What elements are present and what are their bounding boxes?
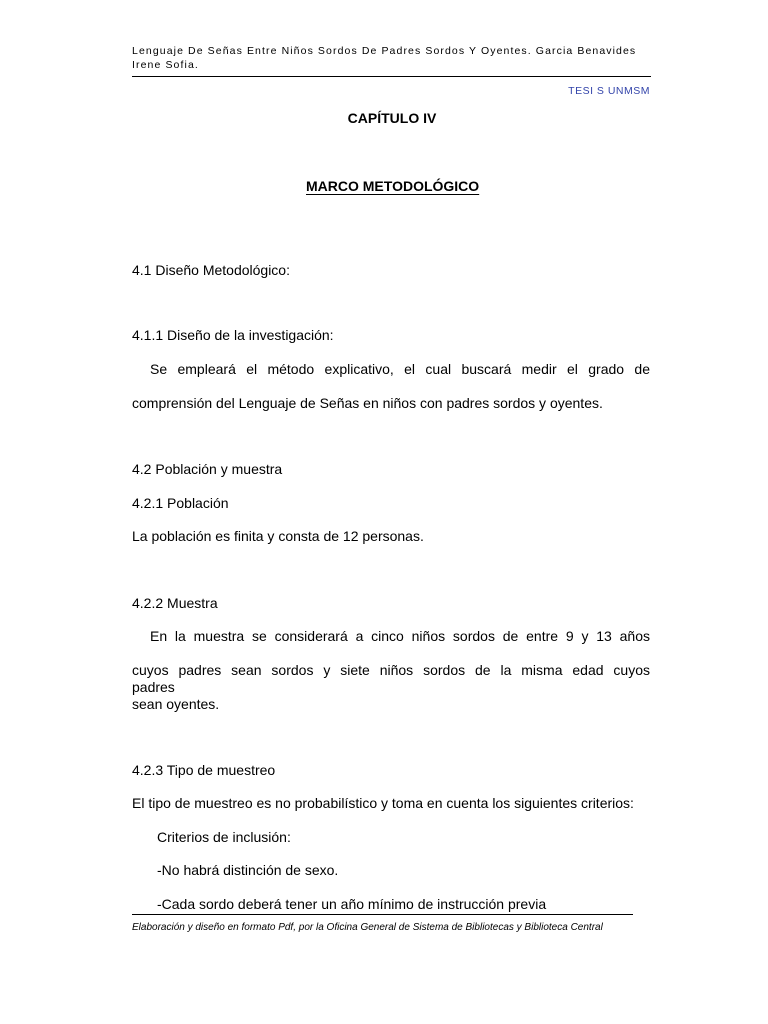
chapter-heading: CAPÍTULO IV xyxy=(347,110,437,126)
heading-4-2-2: 4.2.2 Muestra xyxy=(132,595,218,611)
heading-4-2-1: 4.2.1 Población xyxy=(132,495,229,511)
footer-divider xyxy=(132,914,633,915)
heading-4-1: 4.1 Diseño Metodológico: xyxy=(132,262,290,278)
paragraph-3-line-2: cuyos padres sean sordos y siete niños sordos de la misma edad cuyos padres xyxy=(132,662,650,695)
paragraph-1-line-1: Se empleará el método explicativo, el cual buscará medir el grado de xyxy=(150,361,650,377)
running-header-title: Lenguaje De Señas Entre Niños Sordos De Padres Sordos Y Oyentes. Garcia Benavides Irene Sofia. xyxy=(132,45,637,71)
criteria-item: -Cada sordo deberá tener un año mínimo de instrucción previa xyxy=(157,896,547,912)
section-title: MARCO METODOLÓGICO xyxy=(306,178,480,194)
page-footer: Elaboración y diseño en formato Pdf, por la Oficina General de Sistema de Bibliotecas y Biblioteca Central xyxy=(132,922,603,933)
header-divider xyxy=(132,76,651,77)
paragraph-3-line-1: En la muestra se considerará a cinco niños sordos de entre 9 y 13 años xyxy=(150,628,650,644)
paragraph-3-line-3: sean oyentes. xyxy=(132,696,220,712)
paragraph-2: La población es finita y consta de 12 personas. xyxy=(132,528,424,544)
criteria-title: Criterios de inclusión: xyxy=(157,829,291,845)
paragraph-4: El tipo de muestreo es no probabilístico y toma en cuenta los siguientes criterios: xyxy=(132,795,634,811)
tesis-brand-label: TESI S UNMSM xyxy=(568,85,650,97)
paragraph-1-line-2: comprensión del Lenguaje de Señas en niños con padres sordos y oyentes. xyxy=(132,395,603,411)
criteria-item: -No habrá distinción de sexo. xyxy=(157,862,339,878)
heading-4-1-1: 4.1.1 Diseño de la investigación: xyxy=(132,327,334,343)
heading-4-2: 4.2 Población y muestra xyxy=(132,461,283,477)
heading-4-2-3: 4.2.3 Tipo de muestreo xyxy=(132,762,276,778)
